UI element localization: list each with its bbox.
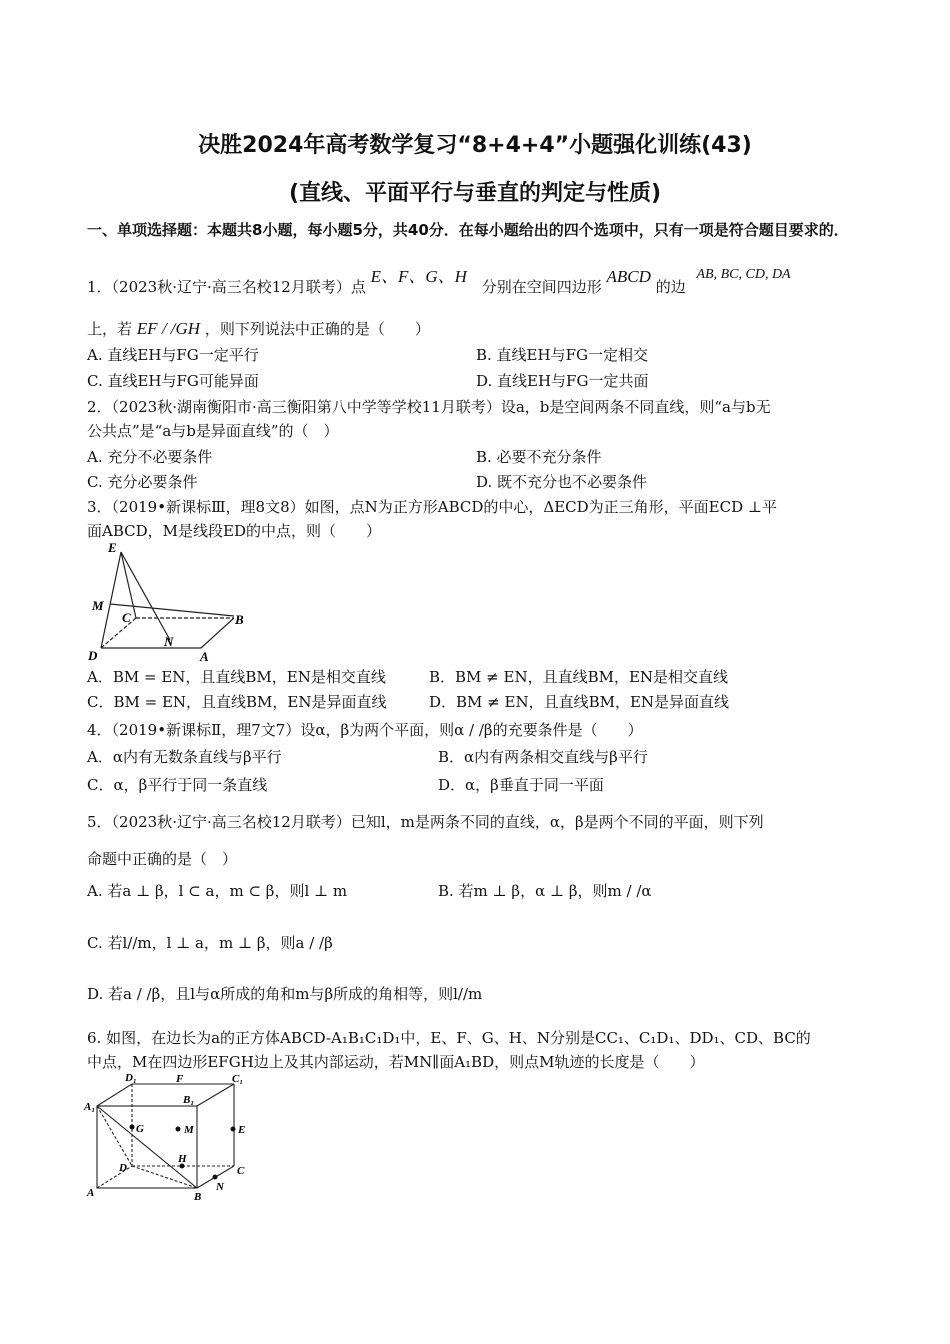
q6-label-a1: A₁ [84,1101,96,1113]
q3-option-a[interactable]: A．BM = EN，且直线BM，EN是相交直线 [87,668,386,686]
q6-edge-a1b [97,1106,197,1188]
q6-edge-a1d [97,1106,132,1166]
q6-figure [82,1070,257,1205]
q3-label-a: A [200,649,209,662]
q3-edge-ab [201,618,234,648]
section-heading: 一、单项选择题：本题共8小题，每小题5分，共40分．在每小题给出的四个选项中，只有一项是符合题目要求的． [87,221,849,239]
q1-option-c[interactable]: C. 直线EH与FG可能异面 [87,372,259,390]
page-subtitle: (直线、平面平行与垂直的判定与性质) [288,181,662,206]
q4-option-c[interactable]: C．α，β平行于同一条直线 [87,776,268,794]
page-title: 决胜2024年高考数学复习“8+4+4”小题强化训练(43) [198,133,752,158]
q6-label-a: A [87,1187,95,1199]
q4-option-b[interactable]: B．α内有两条相交直线与β平行 [438,748,648,766]
q3-stem-line2: 面ABCD，M是线段ED的中点，则（ ） [87,522,381,540]
q6-edge-b1c1 [197,1084,234,1106]
q6-point-m [176,1127,181,1132]
q5-stem-line2: 命题中正确的是（ ） [87,850,238,868]
q6-label-n: N [216,1181,224,1193]
q4-option-d[interactable]: D．α，β垂直于同一平面 [438,776,604,794]
q3-label-m: M [92,598,104,613]
q1-stem-line2: 上，若 EF / /GH ，则下列说法中正确的是（ ） [87,319,430,338]
q2-option-a[interactable]: A. 充分不必要条件 [87,448,213,466]
q5-option-a[interactable]: A. 若a ⊥ β，l ⊂ a，m ⊂ β，则l ⊥ m [87,882,348,900]
q1-option-b[interactable]: B. 直线EH与FG一定相交 [476,346,648,364]
q6-label-m: M [184,1124,194,1136]
q3-label-c: C [122,610,131,625]
q3-label-n: N [164,634,174,649]
q6-stem-line2: 中点，M在四边形EFGH边上及其内部运动，若MN∥面A₁BD，则点M轨迹的长度是（ ） [87,1053,705,1071]
q3-option-d[interactable]: D．BM ≠ EN，且直线BM，EN是异面直线 [429,693,730,711]
q6-edge-db [132,1166,197,1188]
q6-point-n [213,1175,218,1180]
q5-option-b[interactable]: B. 若m ⊥ β，α ⊥ β，则m / /α [438,882,652,900]
q3-edge-ed [101,552,121,648]
q3-option-b[interactable]: B．BM ≠ EN，且直线BM，EN是相交直线 [429,668,729,686]
q3-edge-en [121,552,170,640]
q3-label-b: B [235,612,244,627]
q6-label-c1: C₁ [232,1073,244,1085]
q3-option-c[interactable]: C．BM = EN，且直线BM，EN是异面直线 [87,693,387,711]
q5-option-d[interactable]: D. 若a / /β，且l与α所成的角和m与β所成的角相等，则l//m [87,985,483,1003]
q6-label-f: F [176,1073,184,1085]
q2-option-c[interactable]: C. 充分必要条件 [87,473,198,491]
q6-label-b1: B₁ [183,1094,195,1106]
q6-label-d1: D₁ [125,1072,137,1084]
q6-label-e: E [238,1124,246,1136]
q3-stem-line1: 3．（2019•新课标Ⅲ，理8文8）如图，点N为正方形ABCD的中心，ΔECD为正三角形，平面ECD ⊥平 [87,498,777,516]
q3-figure [86,540,256,662]
q1-option-a[interactable]: A. 直线EH与FG一定平行 [87,346,259,364]
q2-option-b[interactable]: B. 必要不充分条件 [476,448,602,466]
q3-label-d: D [88,648,98,662]
q3-label-e: E [108,540,117,555]
q5-stem-line1: 5．（2023秋·辽宁·高三名校12月联考）已知l，m是两条不同的直线，α，β是两个不同的平面，则下列 [87,813,764,831]
q1-stem-line1: 1．（2023秋·辽宁·高三名校12月联考）点 E、F、G、H 分别在空间四边形 ABCD 的边 AB, BC, CD, DA [87,267,791,296]
q1-option-d[interactable]: D. 直线EH与FG一定共面 [476,372,649,390]
q6-edge-a1d1 [97,1084,132,1106]
q2-option-d[interactable]: D. 既不充分也不必要条件 [476,473,648,491]
q6-label-g: G [136,1123,144,1135]
q2-stem-line1: 2．（2023秋·湖南衡阳市·高三衡阳第八中学等学校11月联考）设a，b是空间两条不同直线，则“a与b无 [87,398,771,416]
q4-option-a[interactable]: A．α内有无数条直线与β平行 [87,748,282,766]
q4-stem: 4．（2019•新课标Ⅱ，理7文7）设α，β为两个平面，则α / /β的充要条件是（ ） [87,721,643,739]
q6-stem-line1: 6. 如图，在边长为a的正方体ABCD-A₁B₁C₁D₁中，E、F、G、H、N分别是CC₁、C₁D₁、DD₁、CD、BC的 [87,1029,811,1047]
q6-label-b: B [194,1191,202,1203]
q6-point-g [130,1125,135,1130]
q5-option-c[interactable]: C. 若l//m，l ⊥ a，m ⊥ β，则a / /β [87,934,333,952]
q6-label-d: D [119,1162,127,1174]
q6-label-c: C [237,1165,245,1177]
q6-label-h: H [178,1153,187,1165]
q6-point-e [231,1127,236,1132]
q2-stem-line2: 公共点”是“a与b是异面直线”的（ ） [87,422,339,440]
q3-edge-ec [121,552,136,618]
